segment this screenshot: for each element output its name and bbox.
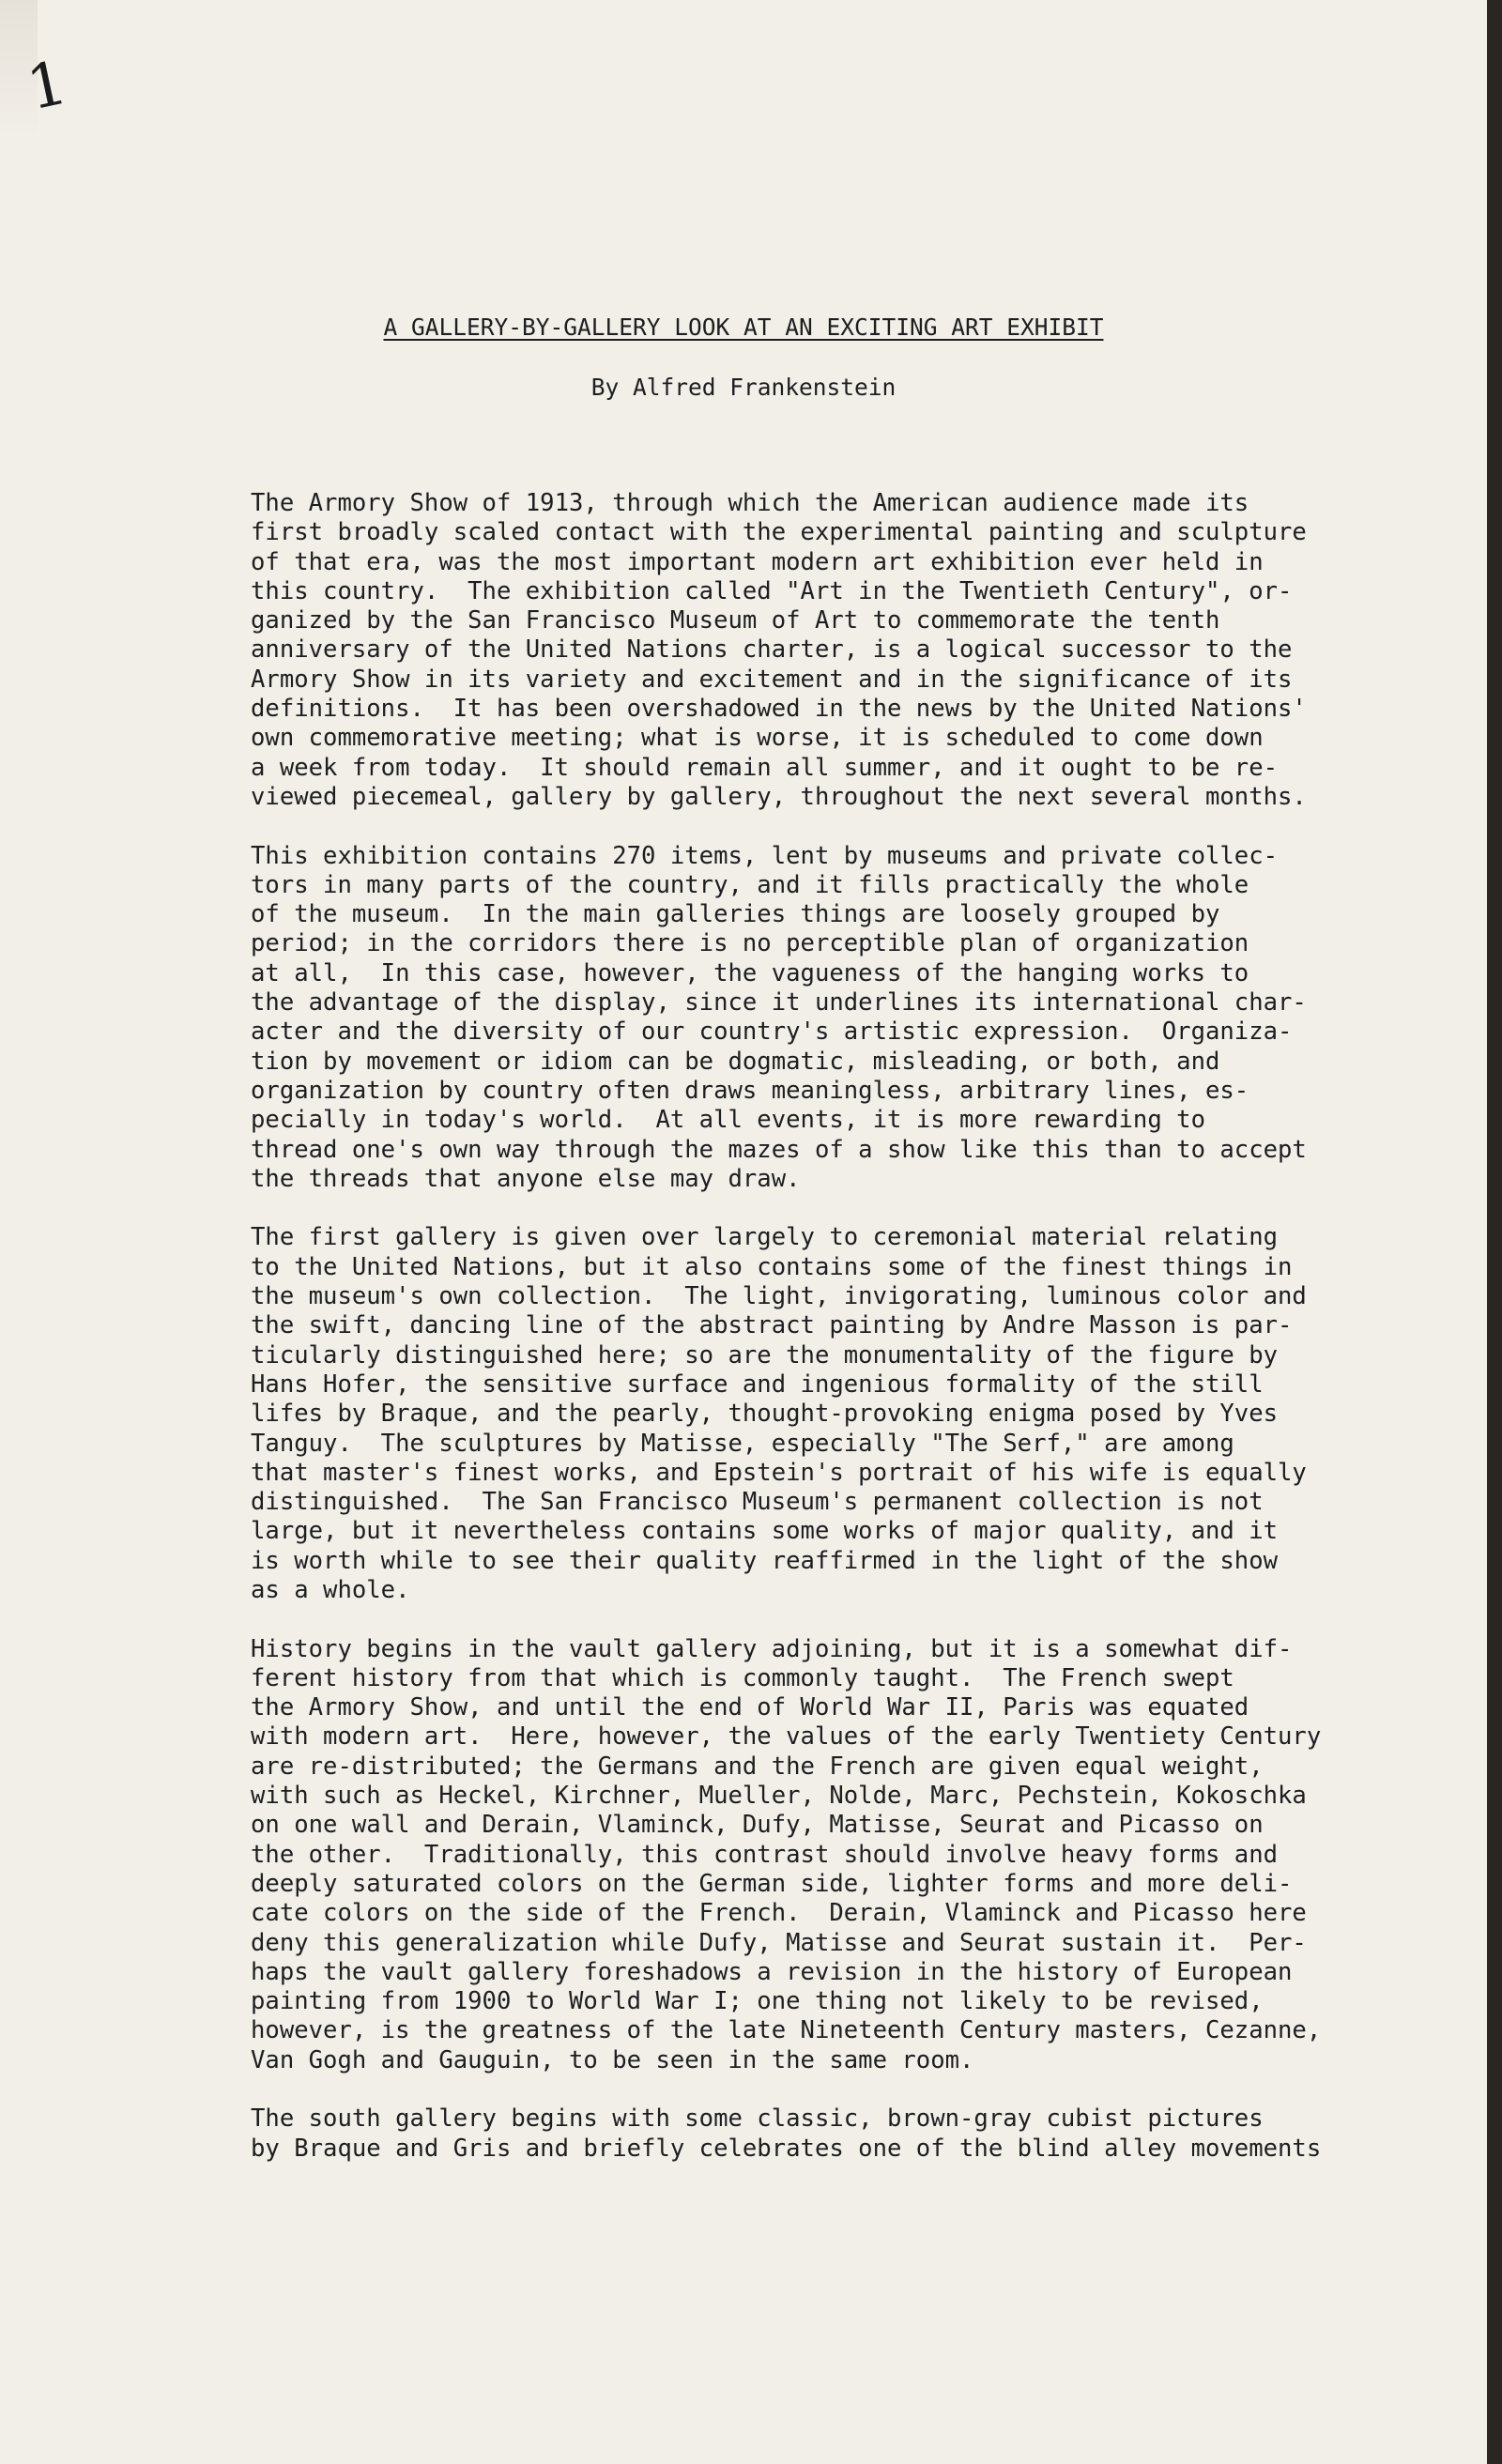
article-byline: By Alfred Frankenstein <box>590 374 897 401</box>
text-line: with such as Heckel, Kirchner, Mueller, Nolde, Marc, Pechstein, Kokoschka <box>251 1782 1307 1811</box>
text-line: that master's finest works, and Epstein's portrait of his wife is equally <box>251 1458 1307 1487</box>
text-line: cate colors on the side of the French. Derain, Vlaminck and Picasso here <box>251 1899 1307 1928</box>
text-line: own commemorative meeting; what is worse, it is scheduled to come down <box>251 724 1264 753</box>
text-line: The Armory Show of 1913, through which the American audience made its <box>251 489 1249 517</box>
text-line: first broadly scaled contact with the experimental painting and sculpture <box>251 518 1307 547</box>
text-line: thread one's own way through the mazes of a show like this than to accept <box>251 1135 1307 1164</box>
text-line: the swift, dancing line of the abstract painting by Andre Masson is par- <box>251 1311 1293 1340</box>
text-line: are re-distributed; the Germans and the French are given equal weight, <box>251 1752 1264 1781</box>
article-body <box>251 489 1433 2193</box>
paragraph <box>251 489 1433 812</box>
text-line: is worth while to see their quality reaffirmed in the light of the show <box>251 1546 1279 1575</box>
text-line: anniversary of the United Nations charter, is a logical successor to the <box>251 635 1293 665</box>
text-line: pecially in today's world. At all events, it is more rewarding to <box>251 1106 1205 1135</box>
text-line: the museum's own collection. The light, invigorating, luminous color and <box>251 1282 1307 1311</box>
paragraph <box>251 1223 1433 1605</box>
text-line: this country. The exhibition called "Art in the Twentieth Century", or- <box>251 576 1293 605</box>
text-line: lifes by Braque, and the pearly, thought-provoking enigma posed by Yves <box>251 1400 1279 1429</box>
text-line: by Braque and Gris and briefly celebrates one of the blind alley movements <box>251 2134 1322 2163</box>
text-line: of the museum. In the main galleries things are loosely grouped by <box>251 900 1220 929</box>
text-line: as a whole. <box>251 1575 410 1604</box>
text-line: The first gallery is given over largely to ceremonial material relating <box>251 1223 1279 1252</box>
text-line: Van Gogh and Gauguin, to be seen in the same room. <box>251 2045 974 2074</box>
text-line: ganized by the San Francisco Museum of Art to commemorate the tenth <box>251 606 1220 635</box>
text-line: The south gallery begins with some classic, brown-gray cubist pictures <box>251 2104 1264 2134</box>
paragraph <box>251 2104 1433 2164</box>
text-line: large, but it nevertheless contains some works of major quality, and it <box>251 1517 1279 1546</box>
text-line: the advantage of the display, since it underlines its international char- <box>251 988 1307 1018</box>
text-line: haps the vault gallery foreshadows a revision in the history of European <box>251 1957 1293 1986</box>
text-line: however, is the greatness of the late Nineteenth Century masters, Cezanne, <box>251 2016 1322 2045</box>
text-line: of that era, was the most important modern art exhibition ever held in <box>251 547 1264 576</box>
text-line: Armory Show in its variety and excitement and in the significance of its <box>251 665 1293 694</box>
text-line: the Armory Show, and until the end of World War II, Paris was equated <box>251 1693 1249 1722</box>
text-line: Hans Hofer, the sensitive surface and ingenious formality of the still <box>251 1370 1264 1399</box>
text-line: the other. Traditionally, this contrast should involve heavy forms and <box>251 1840 1279 1869</box>
text-line: deny this generalization while Dufy, Matisse and Seurat sustain it. Per- <box>251 1928 1307 1957</box>
text-line: tors in many parts of the country, and it fills practically the whole <box>251 870 1249 899</box>
text-line: definitions. It has been overshadowed in the news by the United Nations' <box>251 695 1307 724</box>
text-line: on one wall and Derain, Vlaminck, Dufy, Matisse, Seurat and Picasso on <box>251 1811 1264 1840</box>
text-line: to the United Nations, but it also contains some of the finest things in <box>251 1252 1293 1281</box>
article-title: A GALLERY-BY-GALLERY LOOK AT AN EXCITING ART EXHIBIT <box>383 314 1104 341</box>
text-line: History begins in the vault gallery adjoining, but it is a somewhat dif- <box>251 1634 1293 1663</box>
text-line: acter and the diversity of our country's artistic expression. Organiza- <box>251 1018 1293 1047</box>
paragraph <box>251 842 1433 1195</box>
text-line: with modern art. Here, however, the values of the early Twentiety Century <box>251 1722 1322 1752</box>
page-background-edge <box>1487 0 1502 2464</box>
text-line: painting from 1900 to World War I; one thing not likely to be revised, <box>251 1987 1264 2016</box>
text-line: the threads that anyone else may draw. <box>251 1164 801 1193</box>
text-line: at all, In this case, however, the vagueness of the hanging works to <box>251 958 1249 987</box>
text-line: period; in the corridors there is no perceptible plan of organization <box>251 929 1249 958</box>
text-line: ferent history from that which is commonly taught. The French swept <box>251 1663 1234 1692</box>
text-line: organization by country often draws meaningless, arbitrary lines, es- <box>251 1076 1249 1105</box>
text-line: This exhibition contains 270 items, lent by museums and private collec- <box>251 841 1279 870</box>
text-line: a week from today. It should remain all summer, and it ought to be re- <box>251 753 1279 782</box>
text-line: deeply saturated colors on the German side, lighter forms and more deli- <box>251 1869 1293 1898</box>
handwritten-corner-mark: 1 <box>21 48 73 125</box>
text-line: viewed piecemeal, gallery by gallery, throughout the next several months. <box>251 782 1307 811</box>
paragraph <box>251 1635 1433 2075</box>
text-line: ticularly distinguished here; so are the monumentality of the figure by <box>251 1340 1279 1370</box>
text-line: distinguished. The San Francisco Museum's permanent collection is not <box>251 1488 1264 1517</box>
text-line: tion by movement or idiom can be dogmatic, misleading, or both, and <box>251 1047 1220 1076</box>
text-line: Tanguy. The sculptures by Matisse, especially "The Serf," are among <box>251 1429 1234 1458</box>
